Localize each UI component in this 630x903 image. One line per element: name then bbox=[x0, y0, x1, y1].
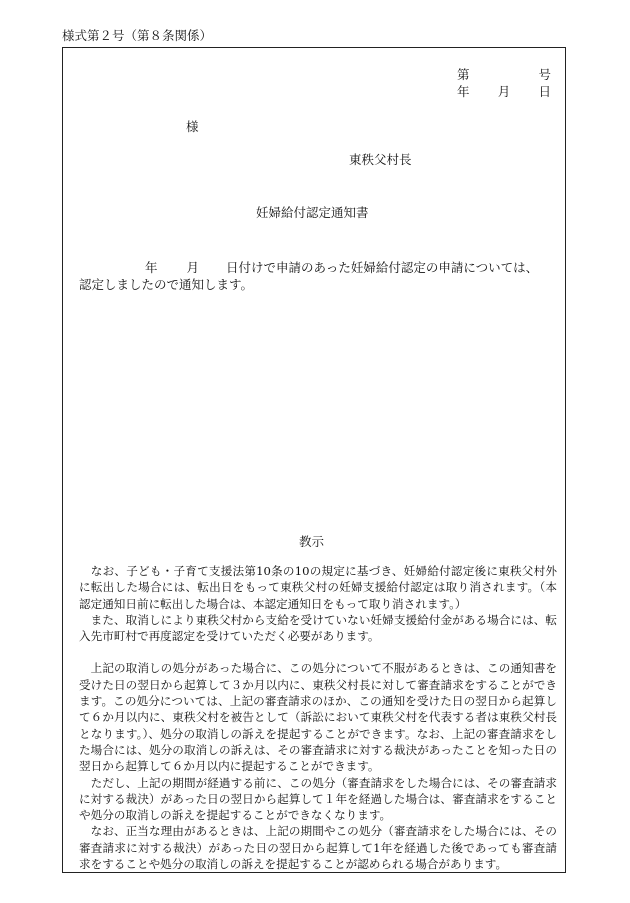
form-number: 様式第２号（第８条関係） bbox=[62, 28, 213, 43]
notice-paragraph: なお、子ども・子育て支援法第10条の10の規定に基づき、妊婦給付認定後に東秩父村外に転出した場合には、転出日をもって東秩父村の妊婦支援給付認定は取り消されます。（本認定通知日前に転出した場合は、本認定通知日をもって取り消されます。） bbox=[79, 564, 557, 611]
document-number-suffix: 号 bbox=[538, 67, 551, 82]
document-number-prefix: 第 bbox=[457, 67, 470, 82]
document-date-year: 年 bbox=[457, 84, 470, 99]
notice-title: 教示 bbox=[299, 534, 325, 549]
main-text-line-1 bbox=[79, 259, 557, 276]
notice-paragraph: また、取消しにより東秩父村から支給を受けていない妊婦支援給付金がある場合には、転入先市町村で再度認定を受けていただく必要があります。 bbox=[79, 612, 557, 644]
main-text bbox=[79, 259, 557, 293]
document-title: 妊婦給付認定通知書 bbox=[256, 205, 369, 220]
document-frame bbox=[62, 47, 566, 873]
addressee-suffix: 様 bbox=[186, 119, 199, 134]
notice-paragraph: なお、正当な理由があるときは、上記の期間やこの処分（審査請求をした場合には、その審査請求に対する裁決）があった日の翌日から起算して1年を経過した後であっても審査請求をすることや処分の取消しの訴えを提起することが認められる場合があります。 bbox=[79, 824, 557, 872]
notice-paragraph: ただし、上記の期間が経過する前に、この処分（審査請求をした場合には、その審査請求に対する裁決）があった日の翌日から起算して１年を経過した場合は、審査請求をすることや処分の取消しの訴えを提起することができなくなります。 bbox=[79, 775, 557, 823]
document-number bbox=[457, 66, 551, 83]
document-date-month: 月 bbox=[497, 84, 511, 99]
notice-body bbox=[79, 563, 557, 872]
issuer-name: 東秩父村長 bbox=[349, 152, 412, 167]
main-text-line-2: 認定しましたので通知します。 bbox=[79, 277, 254, 292]
document-date bbox=[457, 83, 551, 100]
notice-paragraph: 上記の取消しの処分があった場合に、この処分について不服があるときは、この通知書を受けた日の翌日から起算して３か月以内に、東秩父村長に対して審査請求をすることができます。この処分については、上記の審査請求のほか、この通知を受けた日の翌日から起算して６か月以内に、東秩父村を被告として（訴訟において東秩父村を代表する者は東秩父村長となります。）、処分の取消しの訴えを提起することができます。なお、上記の審査請求をした場合には、処分の取消しの訴えは、その審査請求に対する裁決があったことを知った日の翌日から起算して６か月以内に提起することができます。 bbox=[79, 661, 557, 774]
document-number-date bbox=[457, 66, 551, 100]
main-text-rest: 日付けで申請のあった妊婦給付認定の申請については、 bbox=[226, 260, 539, 275]
main-text-year: 年 bbox=[145, 260, 158, 275]
main-text-month: 月 bbox=[186, 260, 200, 275]
document-date-day: 日 bbox=[538, 84, 551, 99]
notice-spacer bbox=[79, 644, 557, 660]
